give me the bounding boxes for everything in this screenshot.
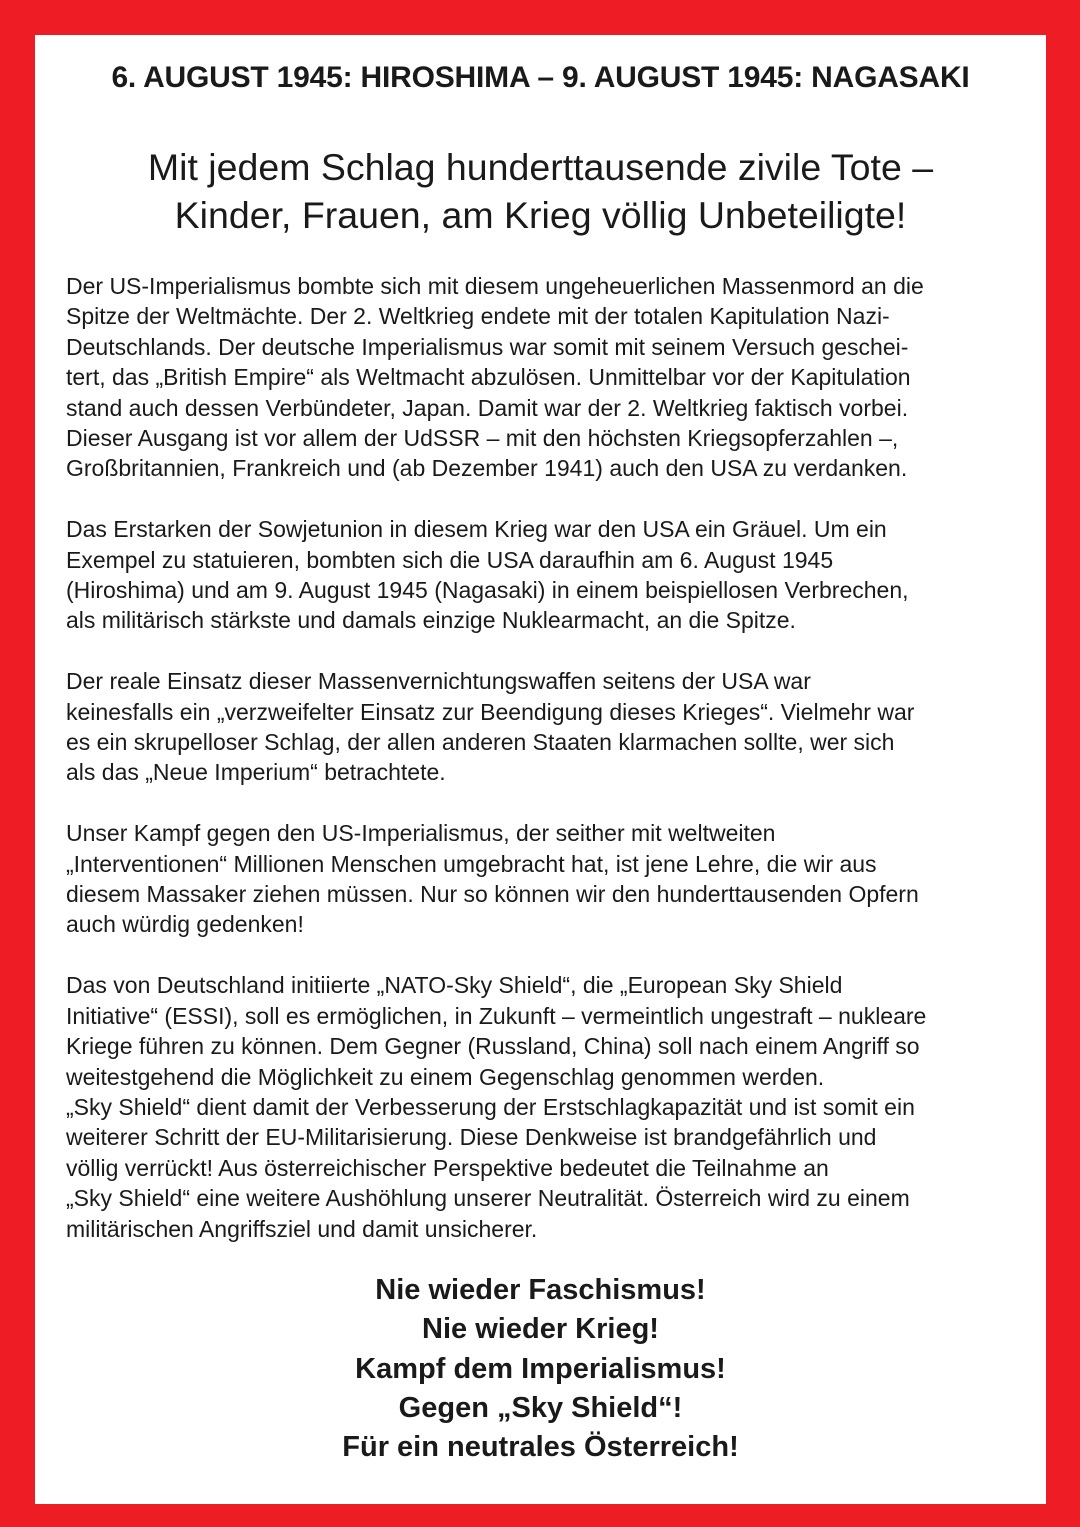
- text-line: „Sky Shield“ dient damit der Verbesserung der Erstschlagkapazität und ist somit ein: [66, 1093, 915, 1120]
- paragraph-4: [66, 818, 1026, 940]
- paragraph-5: [66, 970, 1026, 1244]
- headline: 6. AUGUST 1945: HIROSHIMA – 9. AUGUST 1945: NAGASAKI: [111, 61, 970, 94]
- paragraph-3: [66, 666, 1026, 788]
- slogan: Kampf dem Imperialismus!: [355, 1352, 726, 1385]
- slogan: Nie wieder Krieg!: [422, 1313, 659, 1346]
- text-line: weiterer Schritt der EU-Militarisierung. Diese Denkweise ist brandgefährlich und: [66, 1124, 877, 1151]
- text-line: weitestgehend die Möglichkeit zu einem Gegenschlag genommen werden.: [66, 1063, 825, 1090]
- paragraph-2: [66, 514, 1026, 636]
- text-line: Großbritannien, Frankreich und (ab Dezember 1941) auch den USA zu verdanken.: [66, 455, 908, 482]
- text-line: Deutschlands. Der deutsche Imperialismus war somit mit seinem Versuch geschei-: [66, 333, 909, 360]
- text-line: Der US-Imperialismus bombte sich mit diesem ungeheuerlichen Massenmord an die: [66, 273, 924, 299]
- text-line: Dieser Ausgang ist vor allem der UdSSR – mit den höchsten Kriegsopferzahlen –,: [66, 425, 899, 452]
- subheadline: [35, 143, 1046, 239]
- body-text: [66, 271, 1026, 1274]
- text-line: Der reale Einsatz dieser Massenvernichtungswaffen seitens der USA war: [66, 668, 811, 695]
- text-line: Unser Kampf gegen den US-Imperialismus, der seither mit weltweiten: [66, 820, 776, 847]
- text-line: es ein skrupelloser Schlag, der allen anderen Staaten klarmachen sollte, wer sich: [66, 729, 895, 756]
- text-line: keinesfalls ein „verzweifelter Einsatz zur Beendigung dieses Krieges“. Vielmehr war: [66, 698, 915, 725]
- text-line: stand auch dessen Verbündeter, Japan. Damit war der 2. Weltkrieg faktisch vorbei.: [66, 394, 909, 421]
- paragraph-1: [66, 271, 1026, 484]
- slogan: Nie wieder Faschismus!: [375, 1274, 706, 1306]
- slogans: [35, 1271, 1046, 1467]
- slogan: Für ein neutrales Österreich!: [342, 1431, 739, 1464]
- text-line: militärischen Angriffsziel und damit unsicherer.: [66, 1215, 538, 1242]
- text-line: als militärisch stärkste und damals einzige Nuklearmacht, an die Spitze.: [66, 607, 796, 634]
- text-line: Kriege führen zu können. Dem Gegner (Russland, China) soll nach einem Angriff so: [66, 1033, 920, 1060]
- text-line: Das Erstarken der Sowjetunion in diesem Krieg war den USA ein Gräuel. Um ein: [66, 516, 887, 543]
- text-line: völlig verrückt! Aus österreichischer Perspektive bedeutet die Teilnahme an: [66, 1154, 829, 1181]
- text-line: „Interventionen“ Millionen Menschen umgebracht hat, ist jene Lehre, die wir aus: [66, 850, 877, 877]
- text-line: „Sky Shield“ eine weitere Aushöhlung unserer Neutralität. Österreich wird zu einem: [66, 1185, 910, 1212]
- subheadline-line: Kinder, Frauen, am Krieg völlig Unbeteiligte!: [174, 194, 907, 236]
- slogan: Gegen „Sky Shield“!: [398, 1391, 683, 1424]
- text-line: auch würdig gedenken!: [66, 911, 304, 938]
- flyer-sheet: [35, 35, 1046, 1504]
- text-line: Spitze der Weltmächte. Der 2. Weltkrieg endete mit der totalen Kapitulation Nazi-: [66, 303, 890, 330]
- text-line: diesem Massaker ziehen müssen. Nur so können wir den hunderttausenden Opfern: [66, 881, 919, 908]
- subheadline-line: Mit jedem Schlag hunderttausende zivile Tote –: [147, 146, 934, 188]
- text-line: Das von Deutschland initiierte „NATO-Sky Shield“, die „European Sky Shield: [66, 972, 843, 999]
- text-line: (Hiroshima) und am 9. August 1945 (Nagasaki) in einem beispiellosen Verbrechen,: [66, 577, 909, 604]
- text-line: als das „Neue Imperium“ betrachtete.: [66, 759, 446, 786]
- text-line: Exempel zu statuieren, bombten sich die USA daraufhin am 6. August 1945: [66, 546, 834, 573]
- text-line: Initiative“ (ESSI), soll es ermöglichen, in Zukunft – vermeintlich ungestraft – nukleare: [66, 1002, 927, 1029]
- text-line: tert, das „British Empire“ als Weltmacht abzulösen. Unmittelbar vor der Kapitulation: [66, 364, 911, 391]
